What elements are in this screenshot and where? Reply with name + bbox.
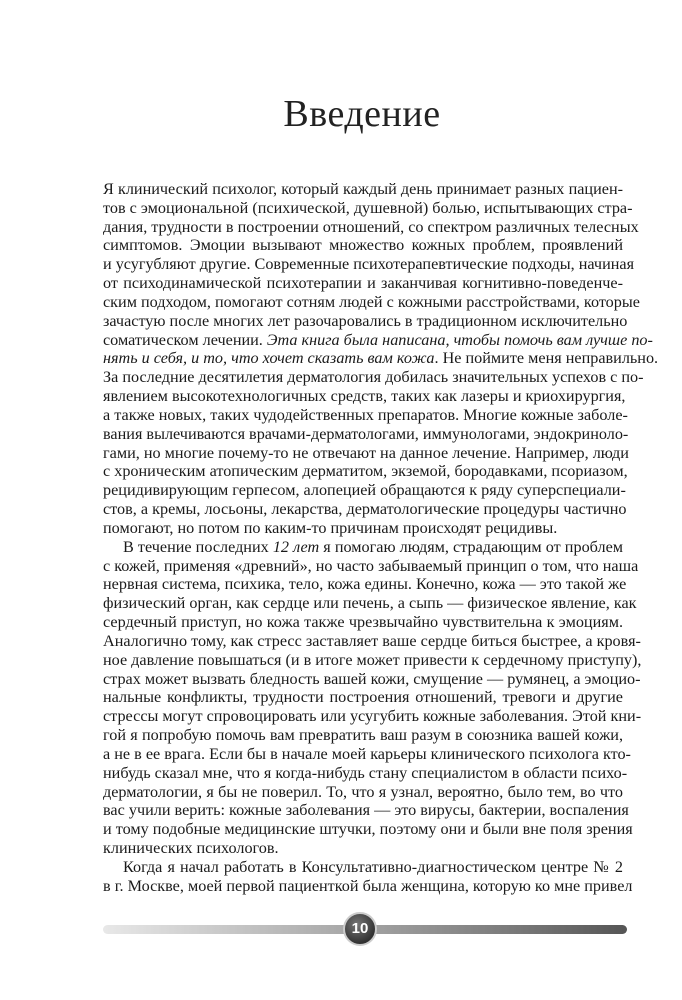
text-span: вас учили верить: кожные заболевания — это вирусы, бактерии, воспаления xyxy=(103,801,629,820)
text-line xyxy=(103,405,628,425)
text-line xyxy=(103,368,644,387)
text-span: Когда я начал работать в Консультативно-диагностическом центре № 2 xyxy=(123,857,623,876)
text-line xyxy=(103,613,623,632)
text-line xyxy=(103,575,627,594)
text-line xyxy=(103,744,631,764)
text-span: зачастую после многих лет разочаровались в традиционном исключительно xyxy=(103,311,628,330)
text-span: клинических психологов. xyxy=(103,838,279,857)
text-span: соматическом лечении. xyxy=(103,330,267,349)
text-span: нервная система, психика, тело, кожа едины. Конечно, кожа — это такой же xyxy=(103,575,627,594)
text-line xyxy=(103,443,629,463)
text-line xyxy=(103,255,635,274)
text-span: гой я попробую помочь вам превратить ваш разум в союзника вашей кожи, xyxy=(103,726,623,745)
page-number: 10 xyxy=(343,912,377,946)
text-span: явлением высокотехнологичных средств, таких как лазеры и криохирургия, xyxy=(103,387,626,406)
text-line xyxy=(103,330,653,350)
text-span: страх может вызвать бледность вашей кожи, смущение — румянец, а эмоцио- xyxy=(103,669,641,688)
text-line xyxy=(103,424,629,444)
italic-text: нять и себя, и то, что хочет сказать вам кожа xyxy=(103,349,435,368)
text-line xyxy=(103,763,628,783)
text-span: тов с эмоциональной (психической, душевной) болью, испытывающих стра- xyxy=(103,198,633,217)
text-span: нибудь сказал мне, что я когда-нибудь стану специалистом в области психо- xyxy=(103,763,628,782)
text-line xyxy=(103,783,623,802)
text-span: а также новых, таких чудодейственных препаратов. Многие кожные заболе- xyxy=(103,405,628,424)
italic-text: Эта книга была написана, чтобы помочь вам лучше по- xyxy=(266,330,653,349)
text-line xyxy=(103,538,623,557)
text-line xyxy=(103,726,623,745)
text-span: а не в ее врага. Если бы в начале моей карьеры клинического психолога кто- xyxy=(103,744,631,763)
text-span: За последние десятилетия дерматология добилась значительных успехов с по- xyxy=(103,368,644,387)
text-line xyxy=(103,876,633,896)
text-line xyxy=(103,556,639,576)
text-span: от психодинамической психотерапии и заканчивая когнитивно-поведенче- xyxy=(103,274,623,293)
text-span: стрессы могут спровоцировать или усугубить кожные заболевания. Этой кни- xyxy=(103,707,642,726)
text-line xyxy=(103,462,628,481)
text-line xyxy=(103,274,623,293)
text-line xyxy=(103,801,629,820)
text-line xyxy=(103,650,642,670)
text-line xyxy=(103,292,640,312)
text-line xyxy=(103,688,623,707)
text-line xyxy=(103,839,623,858)
text-span: рецидивирующим герпесом, алопецией обращаются к ряду суперспециали- xyxy=(103,481,626,500)
text-span: и усугубляют другие. Современные психотерапевтические подходы, начиная xyxy=(103,255,635,274)
text-span: стов, а кремы, лосьоны, лекарства, дерматологические процедуры частично xyxy=(103,500,627,519)
text-line xyxy=(103,594,637,613)
text-span: гами, но многие почему-то не отвечают на данное лечение. Например, люди xyxy=(103,443,629,462)
text-span: симптомов. Эмоции вызывают множество кожных проблем, проявлений xyxy=(103,236,623,255)
text-span: ное давление повышаться (и в итоге может привести к сердечному приступу), xyxy=(103,650,642,669)
text-span: в г. Москве, моей первой пациенткой была женщина, которую ко мне привел xyxy=(103,876,633,895)
italic-text: 12 лет xyxy=(272,537,320,556)
text-line xyxy=(103,387,626,406)
text-span: Я клинический психолог, который каждый день принимает разных пациен- xyxy=(103,180,623,198)
chapter-title: Введение xyxy=(283,93,441,135)
text-line xyxy=(103,669,641,689)
text-line xyxy=(103,481,626,500)
text-span: Аналогично тому, как стресс заставляет ваше сердце биться быстрее, а кровя- xyxy=(103,631,641,650)
text-line xyxy=(103,519,623,538)
text-span: ским подходом, помогают сотням людей с кожными расстройствами, которые xyxy=(103,292,640,311)
body-text xyxy=(103,180,659,895)
text-span: . Не поймите меня неправильно. xyxy=(434,349,659,368)
text-line xyxy=(103,858,623,877)
text-line xyxy=(103,631,641,651)
text-span: с хроническим атопическим дерматитом, экземой, бородавками, псориазом, xyxy=(103,462,628,481)
text-line xyxy=(103,236,623,255)
text-line xyxy=(103,500,627,519)
text-line xyxy=(103,198,633,218)
text-line xyxy=(103,217,639,237)
text-line xyxy=(103,311,628,331)
text-span: помогают, но потом по каким-то причинам происходят рецидивы. xyxy=(103,518,558,537)
text-line xyxy=(103,349,659,368)
text-span: и тому подобные медицинские штучки, поэтому они и были вне поля зрения xyxy=(103,820,633,839)
text-span: физический орган, как сердце или печень, а сыпь — физическое явление, как xyxy=(103,594,637,613)
text-span: В течение последних xyxy=(123,537,273,556)
text-span: вания вылечиваются врачами-дерматологами, иммунологами, эндокриноло- xyxy=(103,424,629,443)
text-span: дерматологии, я бы не поверил. То, что я узнал, вероятно, было тем, во что xyxy=(103,782,623,801)
text-line xyxy=(103,180,623,199)
text-line xyxy=(103,707,642,726)
text-span: я помогаю людям, страдающим от проблем xyxy=(319,537,623,556)
text-span: с кожей, применяя «древний», но часто забываемый принцип о том, что наша xyxy=(103,556,639,575)
text-span: сердечный приступ, но кожа также чрезвычайно чувствительна к эмоциям. xyxy=(103,613,623,632)
text-span: нальные конфликты, трудности построения отношений, тревоги и другие xyxy=(103,688,623,707)
text-line xyxy=(103,820,633,839)
text-span: дания, трудности в построении отношений, со спектром различных телесных xyxy=(103,217,639,236)
